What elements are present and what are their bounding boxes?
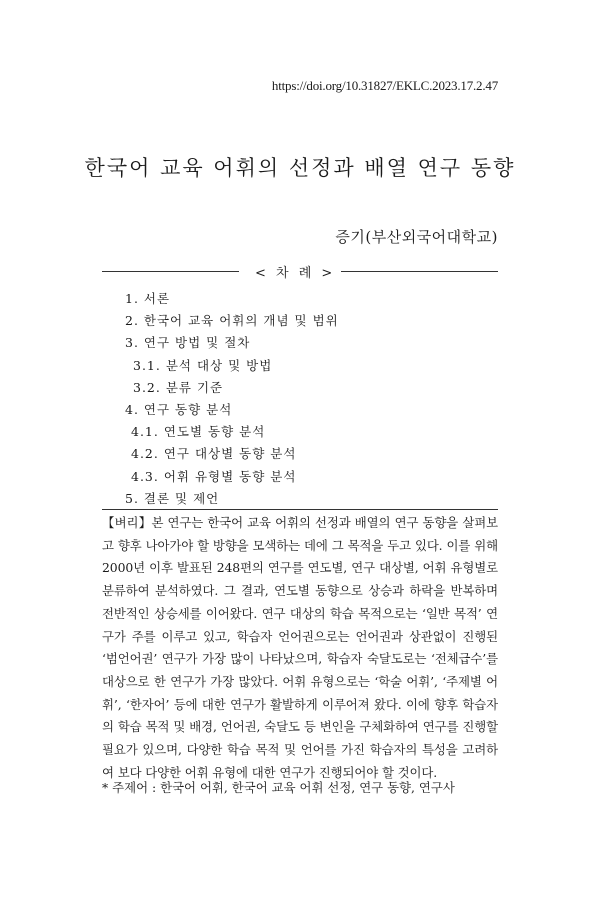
toc-header-rule-left	[102, 271, 239, 272]
toc-bottom-rule	[102, 509, 498, 510]
table-of-contents	[102, 288, 498, 510]
abstract-label: 【벼리】	[102, 515, 152, 530]
keywords	[102, 778, 498, 798]
toc-item: 4.3. 어휘 유형별 동향 분석	[131, 468, 297, 484]
toc-header-label: < 차 례 >	[255, 266, 336, 281]
toc-item: 4.2. 연구 대상별 동향 분석	[131, 446, 297, 462]
toc-item: 2. 한국어 교육 어휘의 개념 및 범위	[125, 313, 339, 329]
doi-link[interactable]: https://doi.org/10.31827/EKLC.2023.17.2.47	[271, 78, 498, 93]
toc-item: 1. 서론	[125, 291, 171, 306]
toc-item: 4.1. 연도별 동향 분석	[131, 424, 266, 440]
keywords-label: * 주제어 :	[102, 780, 161, 795]
toc-item: 3. 연구 방법 및 절차	[125, 335, 251, 351]
toc-item: 5. 결론 및 제언	[125, 490, 220, 506]
abstract	[102, 512, 498, 784]
toc-header	[102, 262, 498, 280]
toc-header-rule-right	[341, 271, 498, 272]
author-affiliation: 증기(부산외국어대학교)	[335, 228, 498, 246]
toc-item: 3.1. 분석 대상 및 방법	[133, 357, 273, 373]
toc-item: 4. 연구 동향 분석	[125, 401, 233, 417]
abstract-text: 본 연구는 한국어 교육 어휘의 선정과 배열의 연구 동향을 살펴보고 향후 나아가야 할 방향을 모색하는 데에 그 목적을 두고 있다. 이를 위해 2000년 이후 발표된 248편의 연구를 연도별, 연구 대상별, 어휘 유형별로 분류하여 분석하였다. 그 결과, 연도별 동향으로 상승과 하락을 반복하며 전반적인 상승세를 이어왔다. 연구 대상의 학습 목적으로는 ‘일반 목적’ 연구가 주를 이루고 있고, 학습자 언어권으로는 언어권과 상관없이 진행된 ‘범언어권’ 연구가 가장 많이 나타났으며, 학습자 숙달도로는 ‘전체급수’를 대상으로 한 연구가 가장 많았다. 어휘 유형으로는 ‘학술 어휘’, ‘주제별 어휘’, ‘한자어’ 등에 대한 연구가 활발하게 이루어져 왔다. 이에 향후 학습자의 학습 목적 및 배경, 언어권, 숙달도 등 변인을 구체화하여 연구를 진행할 필요가 있으며, 다양한 학습 목적 및 언어를 가진 학습자의 특성을 고려하여 보다 다양한 어휘 유형에 대한 연구가 진행되어야 할 것이다.	[102, 515, 498, 780]
toc-item: 3.2. 분류 기준	[133, 379, 224, 395]
paper-title: 한국어 교육 어휘의 선정과 배열 연구 동향	[84, 156, 516, 181]
keywords-text: 한국어 어휘, 한국어 교육 어휘 선정, 연구 동향, 연구사	[160, 780, 455, 795]
